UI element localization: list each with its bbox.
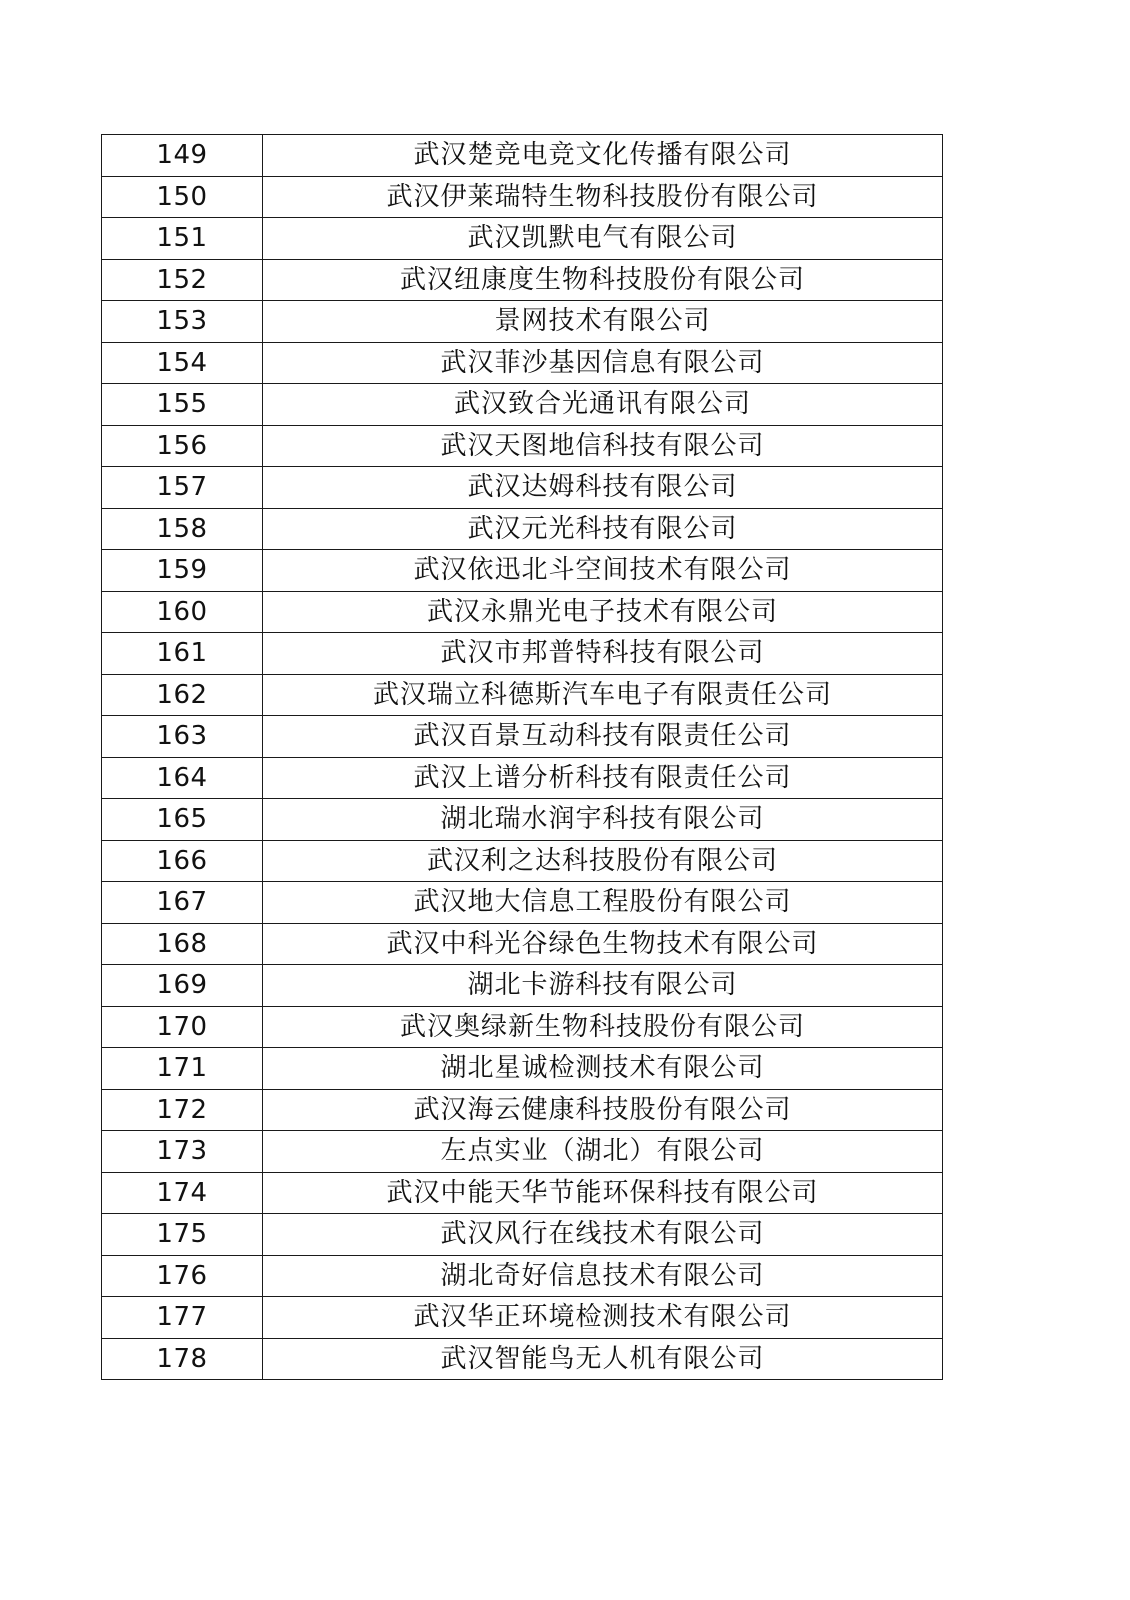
table-row — [102, 301, 943, 343]
row-number-cell: 174 — [102, 1172, 263, 1214]
company-name-cell: 武汉致合光通讯有限公司 — [263, 384, 943, 426]
row-number-cell: 177 — [102, 1297, 263, 1339]
row-number-cell: 149 — [102, 135, 263, 177]
table-row — [102, 1006, 943, 1048]
table-row — [102, 176, 943, 218]
company-name-cell: 景网技术有限公司 — [263, 301, 943, 343]
company-name-cell: 武汉智能鸟无人机有限公司 — [263, 1338, 943, 1380]
company-list-table — [101, 134, 943, 1380]
table-row — [102, 923, 943, 965]
table-row — [102, 425, 943, 467]
company-name-cell: 武汉地大信息工程股份有限公司 — [263, 882, 943, 924]
row-number-cell: 172 — [102, 1089, 263, 1131]
table-row — [102, 1297, 943, 1339]
row-number-cell: 175 — [102, 1214, 263, 1256]
table-row — [102, 1255, 943, 1297]
company-name-cell: 武汉百景互动科技有限责任公司 — [263, 716, 943, 758]
company-name-cell: 武汉元光科技有限公司 — [263, 508, 943, 550]
table-row — [102, 633, 943, 675]
company-name-cell: 湖北星诚检测技术有限公司 — [263, 1048, 943, 1090]
table-row — [102, 757, 943, 799]
table-row — [102, 1048, 943, 1090]
row-number-cell: 160 — [102, 591, 263, 633]
table-row — [102, 1338, 943, 1380]
table-row — [102, 674, 943, 716]
company-name-cell: 武汉伊莱瑞特生物科技股份有限公司 — [263, 176, 943, 218]
company-name-cell: 武汉永鼎光电子技术有限公司 — [263, 591, 943, 633]
table-row — [102, 1089, 943, 1131]
row-number-cell: 165 — [102, 799, 263, 841]
table-row — [102, 840, 943, 882]
company-name-cell: 武汉凯默电气有限公司 — [263, 218, 943, 260]
table-row — [102, 135, 943, 177]
table-row — [102, 508, 943, 550]
table-row — [102, 965, 943, 1007]
company-name-cell: 武汉海云健康科技股份有限公司 — [263, 1089, 943, 1131]
company-name-cell: 湖北瑞水润宇科技有限公司 — [263, 799, 943, 841]
row-number-cell: 163 — [102, 716, 263, 758]
table-row — [102, 1172, 943, 1214]
table-row — [102, 1131, 943, 1173]
row-number-cell: 176 — [102, 1255, 263, 1297]
row-number-cell: 170 — [102, 1006, 263, 1048]
row-number-cell: 156 — [102, 425, 263, 467]
company-name-cell: 武汉风行在线技术有限公司 — [263, 1214, 943, 1256]
table-row — [102, 716, 943, 758]
row-number-cell: 173 — [102, 1131, 263, 1173]
table-row — [102, 218, 943, 260]
row-number-cell: 157 — [102, 467, 263, 509]
company-name-cell: 武汉天图地信科技有限公司 — [263, 425, 943, 467]
table-row — [102, 259, 943, 301]
row-number-cell: 152 — [102, 259, 263, 301]
row-number-cell: 159 — [102, 550, 263, 592]
row-number-cell: 164 — [102, 757, 263, 799]
row-number-cell: 162 — [102, 674, 263, 716]
company-name-cell: 武汉华正环境检测技术有限公司 — [263, 1297, 943, 1339]
company-name-cell: 武汉菲沙基因信息有限公司 — [263, 342, 943, 384]
table-row — [102, 467, 943, 509]
row-number-cell: 161 — [102, 633, 263, 675]
table-row — [102, 799, 943, 841]
table-row — [102, 591, 943, 633]
company-name-cell: 湖北卡游科技有限公司 — [263, 965, 943, 1007]
row-number-cell: 155 — [102, 384, 263, 426]
company-name-cell: 武汉中能天华节能环保科技有限公司 — [263, 1172, 943, 1214]
row-number-cell: 167 — [102, 882, 263, 924]
company-name-cell: 武汉瑞立科德斯汽车电子有限责任公司 — [263, 674, 943, 716]
row-number-cell: 151 — [102, 218, 263, 260]
row-number-cell: 154 — [102, 342, 263, 384]
table-row — [102, 384, 943, 426]
table-body — [102, 135, 943, 1380]
company-name-cell: 左点实业（湖北）有限公司 — [263, 1131, 943, 1173]
company-name-cell: 武汉纽康度生物科技股份有限公司 — [263, 259, 943, 301]
row-number-cell: 158 — [102, 508, 263, 550]
row-number-cell: 166 — [102, 840, 263, 882]
row-number-cell: 168 — [102, 923, 263, 965]
table-row — [102, 550, 943, 592]
row-number-cell: 169 — [102, 965, 263, 1007]
row-number-cell: 150 — [102, 176, 263, 218]
table-row — [102, 1214, 943, 1256]
table-row — [102, 882, 943, 924]
company-name-cell: 武汉上谱分析科技有限责任公司 — [263, 757, 943, 799]
company-name-cell: 湖北奇好信息技术有限公司 — [263, 1255, 943, 1297]
row-number-cell: 153 — [102, 301, 263, 343]
row-number-cell: 171 — [102, 1048, 263, 1090]
table-row — [102, 342, 943, 384]
company-name-cell: 武汉奥绿新生物科技股份有限公司 — [263, 1006, 943, 1048]
company-name-cell: 武汉市邦普特科技有限公司 — [263, 633, 943, 675]
company-name-cell: 武汉达姆科技有限公司 — [263, 467, 943, 509]
company-name-cell: 武汉中科光谷绿色生物技术有限公司 — [263, 923, 943, 965]
company-name-cell: 武汉楚竞电竞文化传播有限公司 — [263, 135, 943, 177]
company-name-cell: 武汉依迅北斗空间技术有限公司 — [263, 550, 943, 592]
company-name-cell: 武汉利之达科技股份有限公司 — [263, 840, 943, 882]
row-number-cell: 178 — [102, 1338, 263, 1380]
